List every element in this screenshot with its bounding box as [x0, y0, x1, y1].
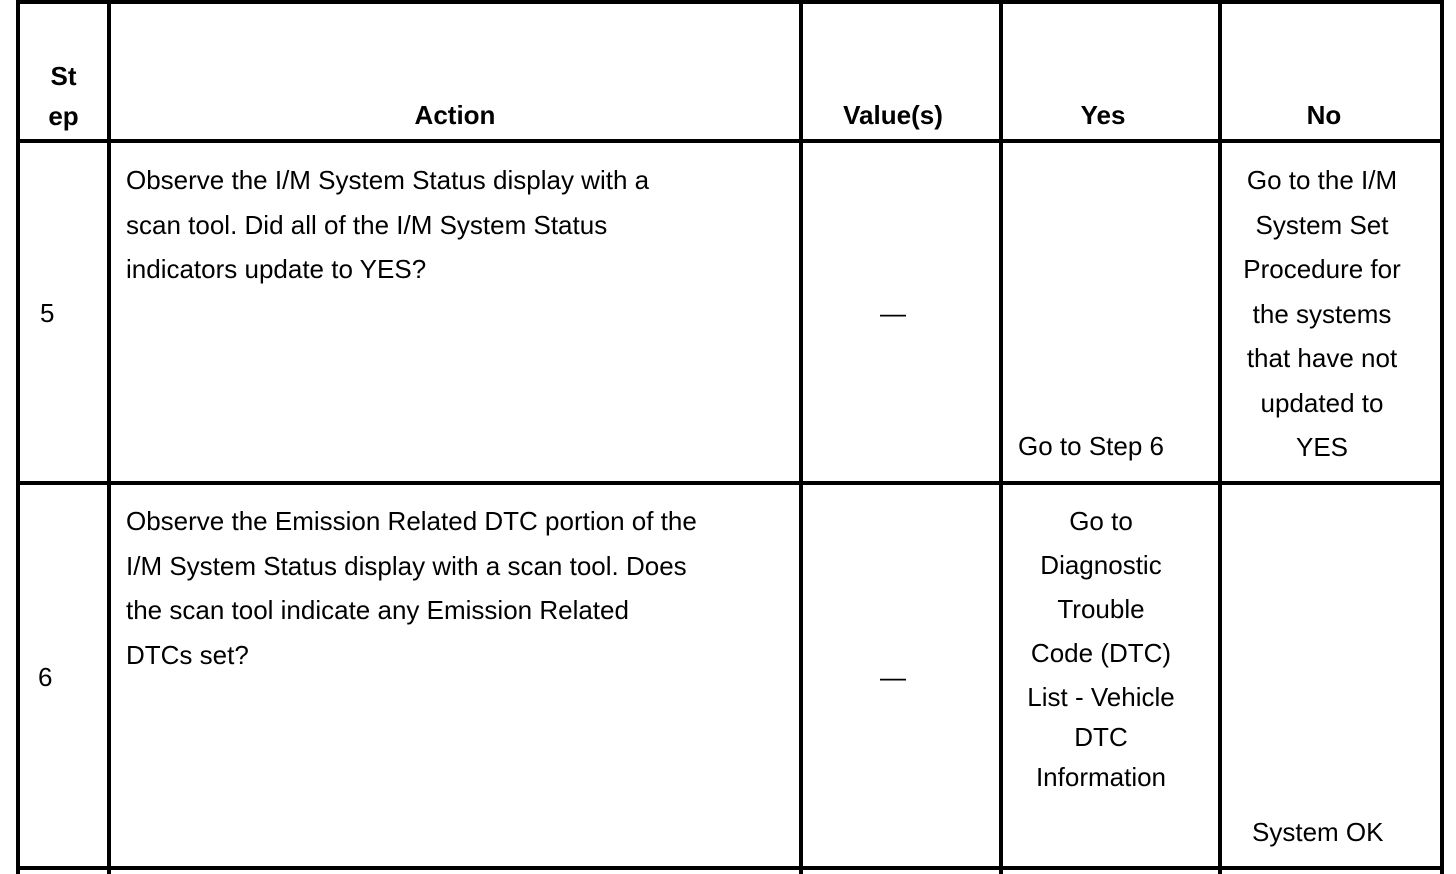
row-6-action-line: I/M System Status display with a scan tool. Does: [126, 550, 687, 581]
row-6-action-line: the scan tool indicate any Emission Related: [126, 595, 629, 625]
row-5-action-line: scan tool. Did all of the I/M System Status: [126, 209, 608, 240]
row-6-action-line: Observe the Emission Related DTC portion of the: [126, 506, 697, 536]
row-5-no-line: that have not: [1246, 343, 1398, 373]
row-6-action: [126, 499, 697, 677]
row-6-yes: [1003, 499, 1199, 799]
row-6-action-line: DTCs set?: [126, 639, 249, 670]
header-no: No: [1306, 100, 1342, 130]
row-6-yes-line: Go to: [1069, 506, 1133, 536]
row-5-no-line: Go to the I/M: [1246, 165, 1398, 195]
column-divider: [1440, 0, 1444, 874]
row-6-yes-line: Information: [1035, 762, 1167, 792]
header-values: Value(s): [843, 100, 943, 130]
header-step-line1: St: [50, 61, 77, 91]
row-6-yes-line: List - Vehicle: [1027, 682, 1175, 712]
row-6-yes-line: Code (DTC): [1030, 638, 1172, 668]
header-step: [20, 56, 107, 136]
row-6-value: —: [880, 662, 906, 692]
header-step-line2: ep: [48, 101, 79, 131]
row-divider: [16, 481, 1444, 485]
row-divider: [16, 866, 1444, 870]
row-6-yes-line: Trouble: [1057, 594, 1145, 624]
row-divider: [16, 139, 1444, 143]
row-6-step: 6: [38, 662, 53, 692]
header-yes: Yes: [1080, 100, 1126, 130]
row-6-yes-line: DTC: [1074, 722, 1128, 752]
row-5-action: [126, 158, 649, 292]
row-5-no-line: updated to: [1260, 387, 1384, 418]
row-6-no: System OK: [1252, 817, 1384, 847]
row-5-no-line: YES: [1295, 432, 1349, 462]
row-5-no-line: the systems: [1252, 298, 1392, 329]
row-5-action-line: indicators update to YES?: [126, 254, 427, 284]
row-5-no-line: System Set: [1255, 209, 1389, 240]
row-5-no: [1222, 158, 1422, 470]
row-5-yes: Go to Step 6: [1018, 431, 1164, 461]
header-action: Action: [414, 100, 496, 130]
row-5-no-line: Procedure for: [1243, 254, 1401, 284]
row-divider: [16, 0, 1444, 4]
row-5-step: 5: [40, 298, 55, 328]
row-5-value: —: [880, 298, 906, 328]
row-6-yes-line: Diagnostic: [1040, 550, 1162, 580]
row-5-action-line: Observe the I/M System Status display with a: [126, 165, 650, 195]
